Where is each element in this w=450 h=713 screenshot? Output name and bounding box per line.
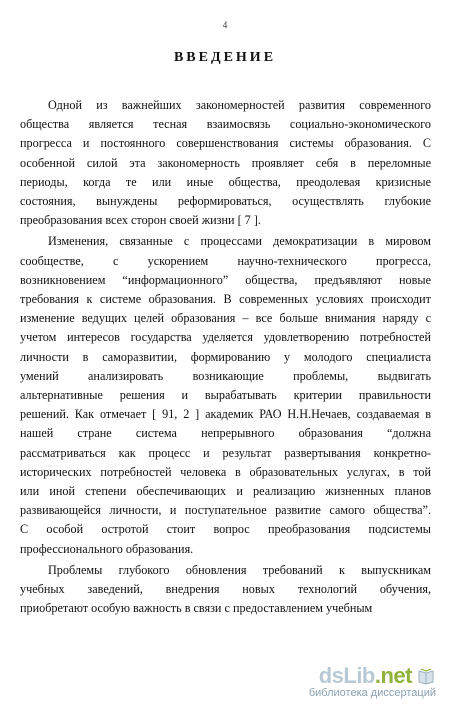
text-line: состояния, вынуждены реформироваться, осуществлять глубокие xyxy=(20,194,431,209)
watermark-logo xyxy=(319,663,412,689)
text-line: преобразования всех сторон своей жизни [ 7 ]. xyxy=(20,213,261,228)
text-line: прогресса и постоянного совершенствования системы образования. С xyxy=(20,136,431,151)
text-line: личности в саморазвитии, формированию у молодого специалиста xyxy=(20,349,431,364)
text-line: общества является тесная взаимосвязь социально-экономического xyxy=(20,117,431,132)
text-line: Одной из важнейших закономерностей развития современного xyxy=(48,98,431,112)
text-line: С особой остротой стоит вопрос преобразования подсистемы xyxy=(20,522,431,537)
page-number: 4 xyxy=(222,20,228,30)
text-line: возникновением “информационного” общества, предъявляют новые xyxy=(20,272,431,287)
watermark xyxy=(309,663,436,699)
text-line: развивающейся личности, и поступательное развитие самого общества”. xyxy=(20,503,431,518)
watermark-caption: библиотека диссертаций xyxy=(308,687,436,699)
text-line: сообществе, с ускорением научно-технического прогресса, xyxy=(20,253,431,268)
text-line: умений анализировать возникающие проблемы, выдвигать xyxy=(20,368,431,383)
text-line: периоды, когда те или иные общества, преодолевая кризисные xyxy=(20,174,431,189)
text-line: изменение ведущих целей образования – все больше внимания наряду с xyxy=(20,311,431,326)
paragraph xyxy=(20,96,431,230)
text-line: Изменения, связанные с процессами демократизации в мировом xyxy=(48,234,431,249)
paragraph xyxy=(20,232,431,558)
paragraph xyxy=(20,561,431,619)
text-line: нашей стране система непрерывного образования “должна xyxy=(20,426,431,441)
text-line: требования к системе образования. В современных условиях происходит xyxy=(20,292,431,307)
page-heading: ВВЕДЕНИЕ xyxy=(173,50,277,65)
text-line: рассматриваться как процесс и результат развертывания конкретно- xyxy=(20,445,431,460)
text-line: особенной силой эта закономерность проявляет себя в переломные xyxy=(20,155,431,170)
text-line: Проблемы глубокого обновления требований к выпускникам xyxy=(48,562,431,577)
watermark-logo-suffix: .net xyxy=(374,663,412,688)
text-line: учебных заведений, внедрения новых технологий обучения, xyxy=(20,582,431,597)
text-line: исторических потребностей человека в образовательных услугах, в той xyxy=(20,464,431,479)
text-line: альтернативные решения и вырабатывать критерии правильности xyxy=(20,388,431,403)
text-line: учетом интересов государства уделяется удовлетворению потребностей xyxy=(20,330,431,345)
text-line: профессионального образования. xyxy=(20,541,194,556)
book-icon xyxy=(416,666,436,686)
text-line: решений. Как отмечает [ 91, 2 ] академик РАО Н.Н.Нечаев, создаваемая в xyxy=(20,407,431,422)
text-line: или иной степени обеспечивающих и реализацию жизненных планов xyxy=(20,484,431,499)
text-line: приобретают особую важность в связи с предоставлением учебным xyxy=(20,601,373,616)
document-body xyxy=(20,96,431,618)
watermark-logo-main: dsLib xyxy=(318,663,375,688)
